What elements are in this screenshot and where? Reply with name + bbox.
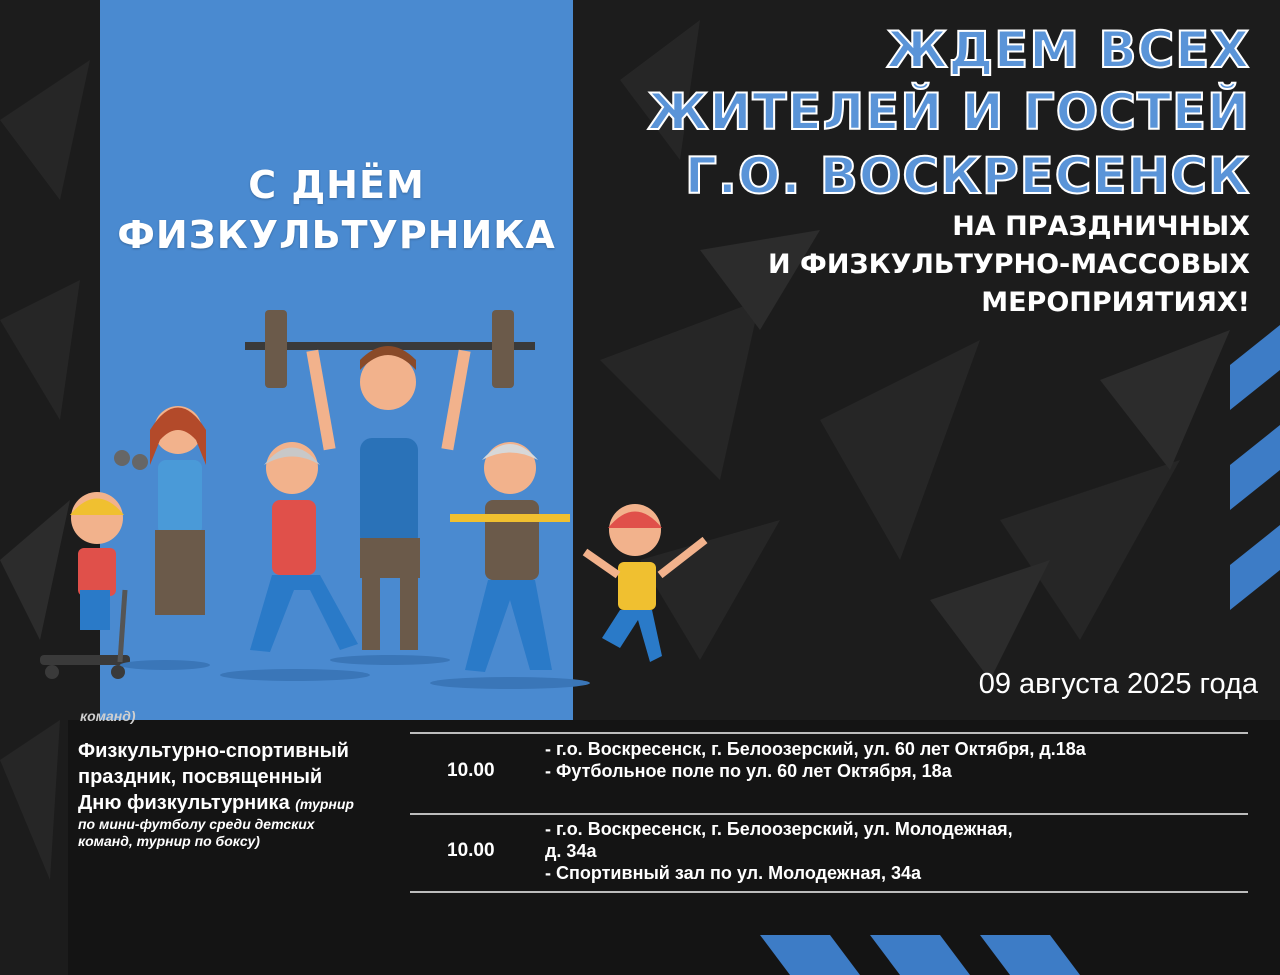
event-date: 09 августа 2025 года: [978, 668, 1258, 700]
athletes-illustration: [10, 290, 730, 700]
row-2-place-line-3: - Спортивный зал по ул. Молодежная, 34а: [545, 863, 921, 883]
decorative-stripes-bottom: [760, 935, 1080, 975]
subheadline-line-3: МЕРОПРИЯТИЯХ!: [981, 287, 1250, 318]
event-name: [78, 738, 418, 817]
row-2-place: [545, 818, 1165, 884]
decorative-stripes-right: [1230, 325, 1280, 615]
event-name-note-inline: (турнир: [295, 796, 354, 812]
row-1-time: 10.00: [447, 760, 495, 781]
table-divider-middle: [410, 813, 1248, 815]
event-note-line-1: по мини-футболу среди детских: [78, 816, 315, 832]
headline-line-3: Г.О. ВОСКРЕСЕНСК: [685, 147, 1250, 205]
panel-title-line-2: ФИЗКУЛЬТУРНИКА: [117, 213, 556, 257]
row-1-place-line-1: - г.о. Воскресенск, г. Белоозерский, ул. 60 лет Октября, д.18а: [545, 739, 1086, 759]
row-1-place-line-2: - Футбольное поле по ул. 60 лет Октября, 18а: [545, 761, 952, 781]
headline-line-1: ЖДЕМ ВСЕХ: [886, 21, 1250, 79]
event-name-line-2: праздник, посвященный: [78, 766, 323, 788]
panel-title-line-1: С ДНЁМ: [248, 163, 425, 207]
row-1-place: [545, 738, 1165, 782]
event-name-line-3-text: Дню физкультурника: [78, 792, 290, 814]
event-name-line-3: [78, 790, 418, 817]
cut-off-text: команд): [80, 708, 136, 724]
table-divider-top: [410, 732, 1248, 734]
row-2-place-line-2: д. 34а: [545, 841, 597, 861]
event-note: [78, 816, 408, 850]
table-divider-bottom: [410, 891, 1248, 893]
row-2-place-line-1: - г.о. Воскресенск, г. Белоозерский, ул. Молодежная,: [545, 819, 1013, 839]
subheadline-line-2: И ФИЗКУЛЬТУРНО-МАССОВЫХ: [768, 249, 1250, 280]
row-2-time: 10.00: [447, 840, 495, 861]
headline-line-2: ЖИТЕЛЕЙ И ГОСТЕЙ: [647, 83, 1250, 141]
panel-title: [100, 160, 573, 260]
event-note-line-2: команд, турнир по боксу): [78, 833, 260, 849]
event-name-line-1: Физкультурно-спортивный: [78, 740, 349, 762]
subheadline-line-1: НА ПРАЗДНИЧНЫХ: [952, 211, 1250, 242]
